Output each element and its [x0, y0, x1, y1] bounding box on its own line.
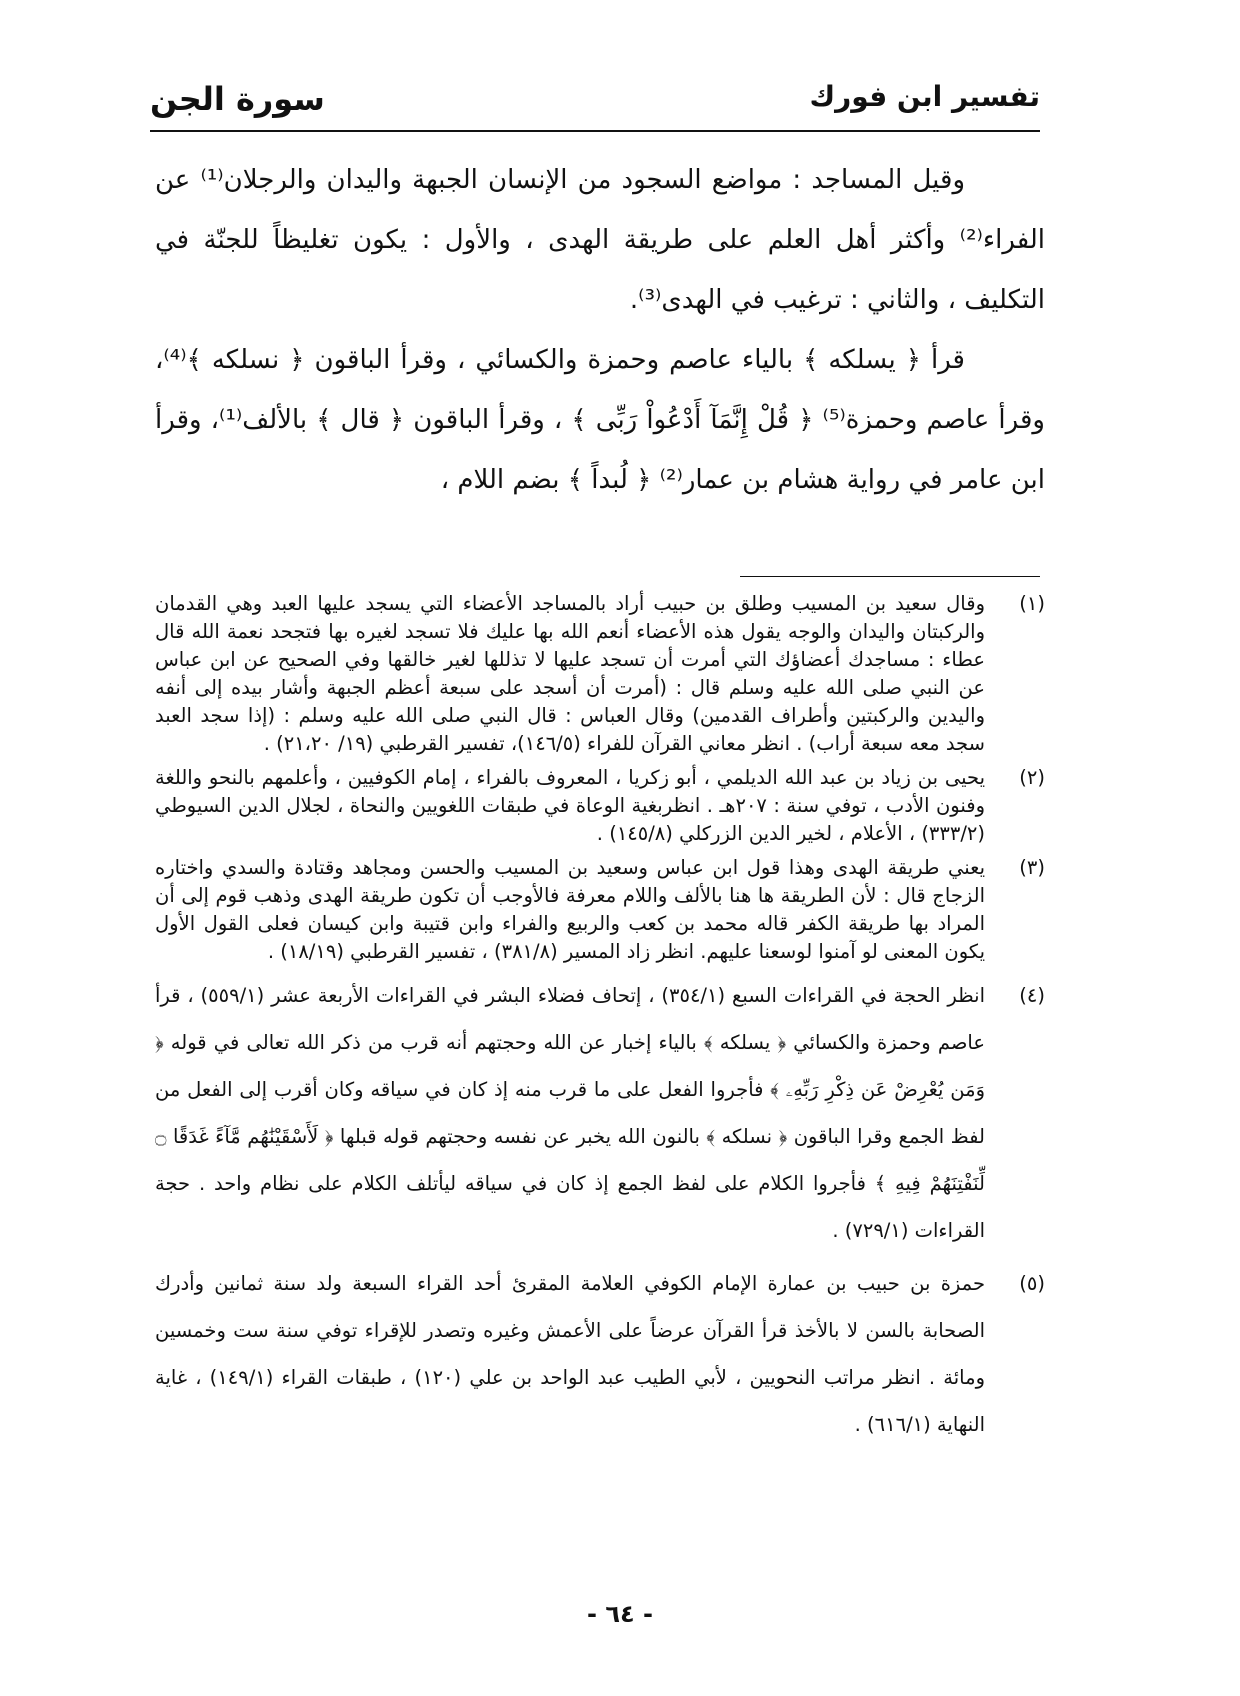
footnote-number: (٢) — [1019, 766, 1045, 789]
surah-title: سورة الجن — [150, 80, 325, 118]
footnote-text: يحيى بن زياد بن عبد الله الديلمي ، أبو زكريا ، المعروف بالفراء ، إمام الكوفيين ، وأعلمهم بالنحو واللغة وفنون الأدب ، توفي سنة : ٢٠٧هـ . انظربغية الوعاة في طبقات اللغويين والنحاة ، لجلال الدين السيوطي (٣٣٣/٢) ، الأعلام ، لخير الدين الزركلي (١٤٥/٨) . — [155, 766, 985, 845]
footnote-2 — [155, 764, 1045, 848]
footnote-text: حمزة بن حبيب بن عمارة الإمام الكوفي العلامة المقرئ أحد القراء السبعة ولد سنة ثمانين وأدرك الصحابة بالسن لا بالأخذ قرأ القرآن عرضاً على الأعمش وغيره وتصدر للإقراء توفي سنة ست وخمسين ومائة . انظر مراتب النحويين ، لأبي الطيب عبد الواحد بن علي (١٢٠) ، طبقات القراء (١٤٩/١) ، غاية النهاية (٦١٦/١) . — [155, 1272, 985, 1436]
footnote-text: يعني طريقة الهدى وهذا قول ابن عباس وسعيد بن المسيب والحسن ومجاهد وقتادة والسدي واختاره الزجاج قال : لأن الطريقة ها هنا بالألف واللام معرفة فالأوجب أن تكون طريقة الهدى وذهب قوم إلى أن المراد بها طريقة الكفر قاله محمد بن كعب والربيع والفراء وابن قتيبة وابن كيسان فعلى القول الأول يكون المعنى لو آمنوا لوسعنا عليهم. انظر زاد المسير (٣٨١/٨) ، تفسير القرطبي (١٨/١٩) . — [155, 856, 985, 963]
footnote-number: (٥) — [1019, 1272, 1045, 1295]
footnote-1 — [155, 590, 1045, 758]
main-text — [155, 150, 1045, 510]
header-divider — [150, 130, 1040, 132]
book-title: تفسير ابن فورك — [809, 80, 1040, 113]
page-header — [150, 80, 1040, 130]
footnote-number: (٤) — [1019, 984, 1045, 1007]
footnote-number: (٣) — [1019, 856, 1045, 879]
footnote-number: (١) — [1019, 592, 1045, 615]
footnote-text: وقال سعيد بن المسيب وطلق بن حبيب أراد بالمساجد الأعضاء التي يسجد عليها العبد وهي القدمان والركبتان واليدان والوجه يقول هذه الأعضاء أنعم الله بها عليك فلا تسجد لغيره بها فتجحد نعمة الله قال عطاء : مساجدك أعضاؤك التي أمرت أن تسجد عليها لا تذللها لغير خالقها وفي الصحيح عن ابن عباس عن النبي صلى الله عليه وسلم قال : (أمرت أن أسجد على سبعة أعظم الجبهة وأشار بيده إلى أنفه واليدين والركبتين وأطراف القدمين) وقال العباس : قال النبي صلى الله عليه وسلم : (إذا سجد العبد سجد معه سبعة أراب) . انظر معاني القرآن للفراء (١٤٦/٥)، تفسير القرطبي (١٩/ ٢١،٢٠) . — [155, 592, 985, 755]
body-paragraph-2: قرأ ﴿ يسلكه ﴾ بالياء عاصم وحمزة والكسائي ، وقرأ الباقون ﴿ نسلكه ﴾⁽⁴⁾، وقرأ عاصم وحمزة⁽⁵⁾ ﴿ قُلْ إِنَّمَآ أَدْعُواْ رَبِّى ﴾ ، وقرأ الباقون ﴿ قال ﴾ بالألف⁽¹⁾، وقرأ ابن عامر في رواية هشام بن عمار⁽²⁾ ﴿ لُبداً ﴾ بضم اللام ، — [155, 345, 1045, 495]
footnote-3 — [155, 854, 1045, 966]
footnote-text: انظر الحجة في القراءات السبع (٣٥٤/١) ، إتحاف فضلاء البشر في القراءات الأربعة عشر (٥٥٩/١) ، قرأ عاصم وحمزة والكسائي ﴿ يسلكه ﴾ بالياء إخبار عن الله وحجتهم أنه قرب من ذكر الله تعالى في قوله ﴿ وَمَن يُعْرِضْ عَن ذِكْرِ رَبِّهِۦ ﴾ فأجروا الفعل على ما قرب منه إذ كان في سياقه وكان أقرب إلى الفعل من لفظ الجمع وقرا الباقون ﴿ نسلكه ﴾ بالنون الله يخبر عن نفسه وحجتهم قوله قبلها ﴿ لَأَسْقَيْنَٰهُم مَّآءً غَدَقًا ۝ لِّنَفْتِنَهُمْ فِيهِ ﴾ فأجروا الكلام على لفظ الجمع إذ كان في سياقه ليأتلف الكلام على نظام واحد . حجة القراءات (٧٢٩/١) . — [155, 984, 985, 1242]
body-paragraph-1: وقيل المساجد : مواضع السجود من الإنسان الجبهة واليدان والرجلان⁽¹⁾ عن الفراء⁽²⁾ وأكثر أهل العلم على طريقة الهدى ، والأول : يكون تغليظاً للجنّة في التكليف ، والثاني : ترغيب في الهدى⁽³⁾. — [155, 165, 1045, 315]
footnotes — [155, 590, 1045, 1454]
footnote-5 — [155, 1260, 1045, 1448]
footnote-4 — [155, 972, 1045, 1254]
footnote-separator — [740, 576, 1040, 577]
page-number: - ٦٤ - — [587, 1600, 653, 1628]
